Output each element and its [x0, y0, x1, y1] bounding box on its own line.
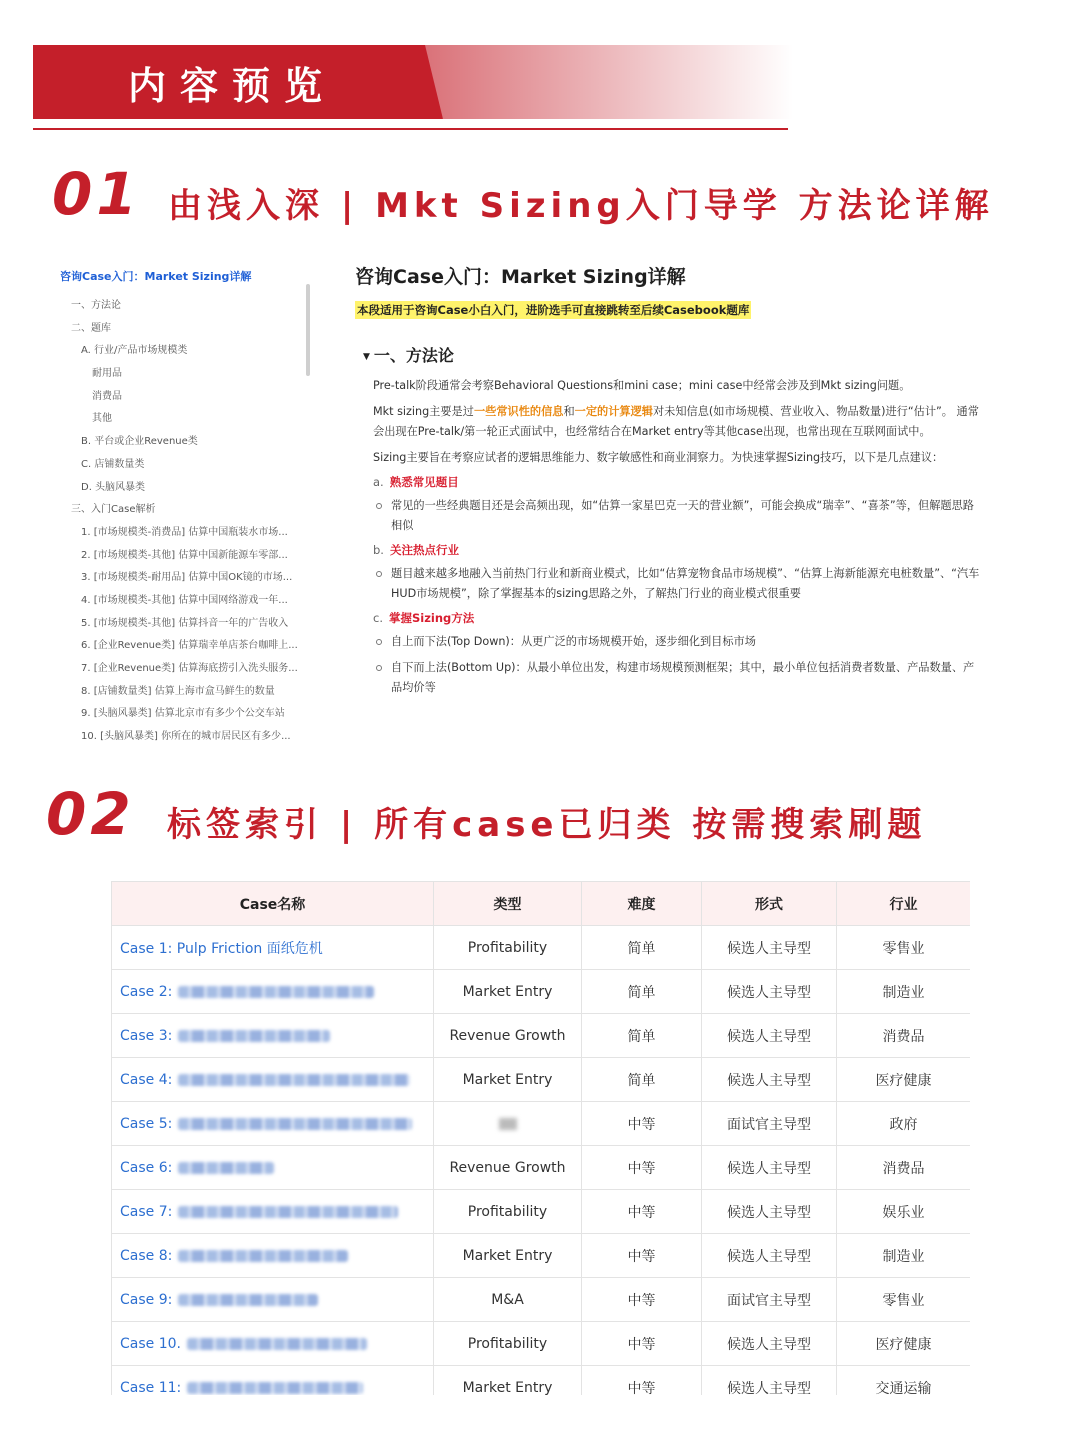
toc-item[interactable]: D. 头脑风暴类	[81, 481, 146, 493]
format-cell: 候选人主导型	[702, 1058, 837, 1102]
table-row[interactable]	[112, 1234, 971, 1278]
redacted-text	[178, 1250, 348, 1262]
toc-item[interactable]: 4. [市场规模类-其他] 估算中国网络游戏一年...	[81, 594, 288, 606]
format-cell: 候选人主导型	[702, 1190, 837, 1234]
bullet-item: 题目越来越多地融入当前热门行业和新商业模式，比如“估算宠物食品市场规模”、“估算上海新能源充电桩数量”、“汽车HUD市场规模”，除了掌握基本的sizing思路之外，了解热门行业的商业模式很重要	[391, 564, 980, 604]
bullet-item: 自上而下法(Top Down)：从更广泛的市场规模开始，逐步细化到目标市场	[391, 632, 980, 652]
industry-cell: 制造业	[837, 1234, 971, 1278]
case-name-cell[interactable]: Case 2:	[112, 970, 434, 1014]
difficulty-cell: 简单	[582, 1058, 702, 1102]
highlight-text: 一些常识性的信息	[473, 405, 564, 418]
toc-item[interactable]: 9. [头脑风暴类] 估算北京市有多少个公交车站	[81, 708, 285, 720]
case-type-cell: Revenue Growth	[434, 1014, 582, 1058]
case-type-cell	[434, 1102, 582, 1146]
industry-cell: 政府	[837, 1102, 971, 1146]
toc-item[interactable]: 3. [市场规模类-耐用品] 估算中国OK镜的市场...	[81, 572, 293, 584]
table-row[interactable]	[112, 1366, 971, 1396]
format-cell: 候选人主导型	[702, 1322, 837, 1366]
difficulty-cell: 中等	[582, 1322, 702, 1366]
column-header[interactable]: 行业	[837, 882, 971, 926]
table-row[interactable]	[112, 1190, 971, 1234]
redacted-text	[178, 1294, 318, 1306]
table-header-row	[112, 882, 971, 926]
case-name-cell[interactable]: Case 11:	[112, 1366, 434, 1396]
difficulty-cell: 简单	[582, 1014, 702, 1058]
toc-item[interactable]: 7. [企业Revenue类] 估算海底捞引入洗头服务...	[81, 663, 298, 674]
section1-number: 01	[52, 160, 141, 228]
collapse-triangle-icon[interactable]: ▼	[363, 351, 370, 362]
table-of-contents	[60, 268, 322, 749]
difficulty-cell: 中等	[582, 1190, 702, 1234]
redacted-text	[178, 1118, 412, 1130]
case-name-cell[interactable]: Case 4:	[112, 1058, 434, 1102]
subheading: b. 关注热点行业	[373, 543, 459, 557]
industry-cell: 消费品	[837, 1146, 971, 1190]
format-cell: 面试官主导型	[702, 1102, 837, 1146]
redacted-text	[178, 1074, 410, 1086]
toc-item[interactable]: 三、入门Case解析	[71, 504, 156, 516]
highlighted-note: 本段适用于咨询Case小白入门，进阶选手可直接跳转至后续Casebook题库	[357, 303, 750, 317]
toc-item[interactable]: 二、题库	[71, 322, 111, 334]
bullet-item: 常见的一些经典题目还是会高频出现，如“估算一家星巴克一天的营业额”，可能会换成“瑞幸”、“喜茶”等，但解题思路相似	[391, 496, 980, 536]
section-heading[interactable]	[363, 343, 980, 366]
banner	[33, 45, 793, 119]
case-name-cell[interactable]: Case 8:	[112, 1234, 434, 1278]
toc-item[interactable]: A. 行业/产品市场规模类	[81, 345, 188, 357]
case-type-cell: Market Entry	[434, 1058, 582, 1102]
difficulty-cell: 中等	[582, 1278, 702, 1322]
column-header[interactable]: 难度	[582, 882, 702, 926]
industry-cell: 零售业	[837, 1278, 971, 1322]
format-cell: 候选人主导型	[702, 1366, 837, 1396]
industry-cell: 医疗健康	[837, 1322, 971, 1366]
table-row[interactable]	[112, 1146, 971, 1190]
toc-item[interactable]: 1. [市场规模类-消费品] 估算中国瓶装水市场...	[81, 526, 288, 538]
section2-title: 标签索引 | 所有case已归类 按需搜索刷题	[167, 805, 927, 845]
toc-item[interactable]: 6. [企业Revenue类] 估算瑞幸单店茶台咖啡上...	[81, 640, 298, 652]
column-header[interactable]: 类型	[434, 882, 582, 926]
section-heading-text: 一、方法论	[373, 346, 454, 365]
difficulty-cell: 中等	[582, 1102, 702, 1146]
toc-item[interactable]: C. 店铺数量类	[81, 458, 145, 470]
format-cell: 候选人主导型	[702, 926, 837, 970]
case-name-cell[interactable]: Case 7:	[112, 1190, 434, 1234]
industry-cell: 制造业	[837, 970, 971, 1014]
redacted-text	[187, 1382, 363, 1394]
industry-cell: 交通运输	[837, 1366, 971, 1396]
table-row[interactable]	[112, 970, 971, 1014]
industry-cell: 医疗健康	[837, 1058, 971, 1102]
table-row[interactable]	[112, 926, 971, 970]
table-row[interactable]	[112, 1102, 971, 1146]
case-name-cell[interactable]: Case 1: Pulp Friction 面纸危机	[112, 926, 434, 970]
redacted-text	[499, 1118, 517, 1130]
toc-item[interactable]: 2. [市场规模类-其他] 估算中国新能源车零部...	[81, 549, 288, 561]
toc-item[interactable]: 耐用品	[92, 368, 122, 380]
case-type-cell: M&A	[434, 1278, 582, 1322]
difficulty-cell: 中等	[582, 1234, 702, 1278]
paragraph: Pre-talk阶段通常会考察Behavioral Questions和mini case；mini case中经常会涉及到Mkt sizing问题。	[373, 379, 911, 392]
redacted-text	[178, 1162, 274, 1174]
format-cell: 面试官主导型	[702, 1278, 837, 1322]
case-name-cell[interactable]: Case 6:	[112, 1146, 434, 1190]
paragraph: Sizing主要旨在考察应试者的逻辑思维能力、数字敏感性和商业洞察力。为快速掌握Sizing技巧，以下是几点建议：	[373, 451, 944, 464]
difficulty-cell: 中等	[582, 1146, 702, 1190]
table-row[interactable]	[112, 1322, 971, 1366]
column-header[interactable]: 形式	[702, 882, 837, 926]
highlight-text: 一定的计算逻辑	[574, 405, 653, 418]
redacted-text	[187, 1338, 367, 1350]
banner-divider	[33, 128, 788, 130]
section2-number: 02	[46, 780, 135, 848]
format-cell: 候选人主导型	[702, 970, 837, 1014]
case-name-cell[interactable]: Case 5:	[112, 1102, 434, 1146]
difficulty-cell: 简单	[582, 970, 702, 1014]
industry-cell: 娱乐业	[837, 1190, 971, 1234]
format-cell: 候选人主导型	[702, 1146, 837, 1190]
case-type-cell: Revenue Growth	[434, 1146, 582, 1190]
banner-title: 内容预览	[128, 64, 337, 108]
toc-item[interactable]: 其他	[92, 413, 112, 425]
case-type-cell: Market Entry	[434, 970, 582, 1014]
toc-item[interactable]: B. 平台或企业Revenue类	[81, 436, 198, 448]
case-table	[111, 881, 970, 1395]
toc-item[interactable]: 5. [市场规模类-其他] 估算抖音一年的广告收入	[81, 617, 289, 629]
section1-title: 由浅入深 | Mkt Sizing入门导学 方法论详解	[168, 186, 994, 226]
toc-item[interactable]: 一、方法论	[71, 300, 121, 311]
subheading: c. 掌握Sizing方法	[373, 611, 475, 625]
bullet-item: 自下而上法(Bottom Up)：从最小单位出发，构建市场规模预测框架；其中，最小单位包括消费者数量、产品数量、产品均价等	[391, 658, 980, 698]
format-cell: 候选人主导型	[702, 1234, 837, 1278]
toc-item[interactable]: 10. [头脑风暴类] 你所在的城市居民区有多少...	[81, 731, 291, 743]
toc-item[interactable]: 8. [店铺数量类] 估算上海市盒马鲜生的数量	[81, 685, 275, 697]
case-name-cell[interactable]: Case 10.	[112, 1322, 434, 1366]
case-name-cell[interactable]: Case 9:	[112, 1278, 434, 1322]
toc-scrollbar[interactable]	[306, 284, 310, 376]
redacted-text	[178, 1030, 330, 1042]
table-row[interactable]	[112, 1278, 971, 1322]
difficulty-cell: 中等	[582, 1366, 702, 1396]
redacted-text	[178, 986, 374, 998]
toc-item[interactable]: 消费品	[92, 390, 122, 402]
subheading: a. 熟悉常见题目	[373, 475, 459, 489]
format-cell: 候选人主导型	[702, 1014, 837, 1058]
doc-title: 咨询Case入门：Market Sizing详解	[355, 266, 686, 288]
case-type-cell: Market Entry	[434, 1234, 582, 1278]
column-header[interactable]: Case名称	[112, 882, 434, 926]
case-type-cell: Profitability	[434, 1322, 582, 1366]
document-body	[355, 262, 980, 704]
paragraph: Mkt sizing主要是过一些常识性的信息和一定的计算逻辑对未知信息(如市场规模、营业收入、物品数量)进行“估计”。 通常会出现在Pre-talk/第一轮正式面试中，也经常结合在Market entry等其他case出现，也常出现在互联网面试中。	[373, 405, 979, 438]
industry-cell: 零售业	[837, 926, 971, 970]
toc-title[interactable]: 咨询Case入门：Market Sizing详解	[60, 270, 252, 283]
table-row[interactable]	[112, 1058, 971, 1102]
industry-cell: 消费品	[837, 1014, 971, 1058]
case-type-cell: Profitability	[434, 926, 582, 970]
case-name-cell[interactable]: Case 3:	[112, 1014, 434, 1058]
case-type-cell: Market Entry	[434, 1366, 582, 1396]
difficulty-cell: 简单	[582, 926, 702, 970]
table-row[interactable]	[112, 1014, 971, 1058]
case-type-cell: Profitability	[434, 1190, 582, 1234]
redacted-text	[178, 1206, 398, 1218]
